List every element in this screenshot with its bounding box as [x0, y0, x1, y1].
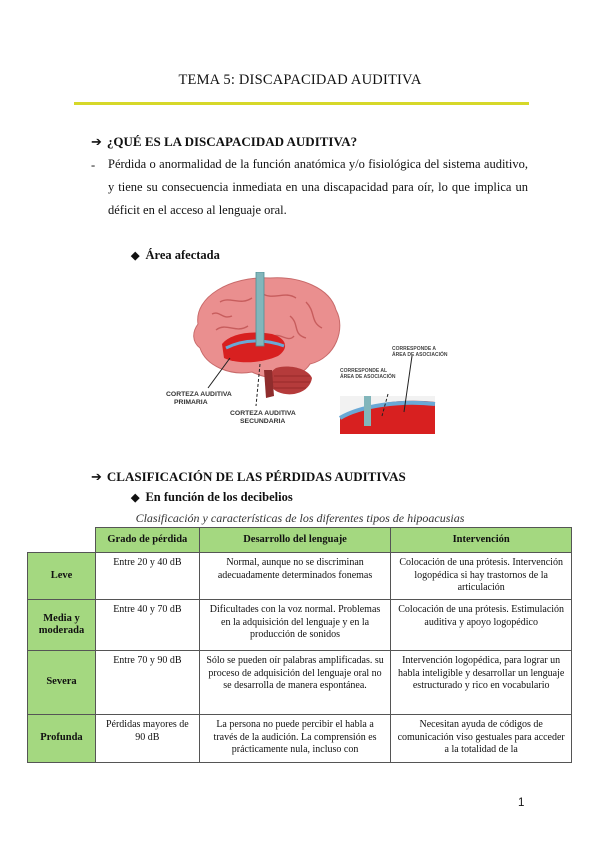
label-primary-1: CORTEZA AUDITIVA	[166, 391, 232, 398]
row-label: Severa	[28, 651, 96, 715]
header-blank	[28, 528, 96, 553]
table-row	[28, 715, 572, 763]
subsection-heading-1-text: Área afectada	[145, 248, 220, 262]
section-heading-2-text: CLASIFICACIÓN DE LAS PÉRDIDAS AUDITIVAS	[106, 469, 406, 484]
cell-grado: Pérdidas mayores de 90 dB	[95, 715, 199, 763]
inset-label-top-2: ÁREA DE ASOCIACIÓN	[392, 352, 448, 358]
inset-probe	[364, 396, 371, 426]
cell-grado: Entre 40 y 70 dB	[95, 600, 199, 651]
inset-label-top-1: CORRESPONDE A	[392, 346, 436, 352]
definition-paragraph: Pérdida o anormalidad de la función anatómica y/o fisiológica del sistema auditivo, y tiene su consecuencia inmediata en una discapacidad para oír, lo que implica un déficit en el acceso al lenguaje oral.	[108, 157, 528, 217]
dash-bullet: -	[91, 158, 96, 172]
cell-grado: Entre 70 y 90 dB	[95, 651, 199, 715]
header-lenguaje: Desarrollo del lenguaje	[199, 528, 391, 553]
title-rule	[74, 102, 529, 105]
header-intervencion: Intervención	[391, 528, 572, 553]
label-primary-2: PRIMARIA	[174, 399, 208, 406]
section-heading-1	[91, 134, 357, 150]
table-row	[28, 600, 572, 651]
page-number: 1	[518, 797, 525, 809]
hearing-loss-table	[27, 527, 572, 763]
brain-cerebrum	[194, 278, 340, 378]
cell-lenguaje: La persona no puede percibir el habla a través de la audición. La comprensión es prácticamente nula, incluso con	[199, 715, 391, 763]
section-heading-1-text: ¿QUÉ ES LA DISCAPACIDAD AUDITIVA?	[106, 134, 358, 149]
subsection-heading-2	[131, 490, 293, 505]
section-heading-2	[91, 469, 406, 485]
inset-label-left-2: ÁREA DE ASOCIACIÓN	[340, 374, 396, 380]
cell-intervencion: Colocación de una prótesis. Estimulación auditiva y apoyo logopédico	[391, 600, 572, 651]
brain-cerebellum	[269, 366, 312, 394]
row-label: Profunda	[28, 715, 96, 763]
table-header-row	[28, 528, 572, 553]
row-label: Media y moderada	[28, 600, 96, 651]
table-row	[28, 651, 572, 715]
cell-intervencion: Necesitan ayuda de códigos de comunicación viso gestuales para acceder a la totalidad de la	[391, 715, 572, 763]
header-grado: Grado de pérdida	[95, 528, 199, 553]
probe	[256, 272, 264, 346]
label-secondary-2: SECUNDARIA	[240, 418, 286, 425]
subsection-heading-1	[131, 248, 220, 263]
page-title: TEMA 5: DISCAPACIDAD AUDITIVA	[178, 72, 422, 88]
brain-figure	[160, 272, 460, 437]
cell-intervencion: Colocación de una prótesis. Intervención logopédica si hay trastornos de la articulación	[391, 553, 572, 600]
row-label: Leve	[28, 553, 96, 600]
inset-label-left-1: CORRESPONDE AL	[340, 368, 388, 374]
cell-intervencion: Intervención logopédica, para lograr un habla inteligible y desarrollar un lenguaje estructurado y rico en vocabulario	[391, 651, 572, 715]
arrow-icon: ➔	[91, 134, 102, 149]
diamond-icon: ◆	[131, 250, 140, 262]
cell-grado: Entre 20 y 40 dB	[95, 553, 199, 600]
cell-lenguaje: Sólo se pueden oír palabras amplificadas. su proceso de adquisición del lenguaje oral no se desarrolla de manera espontánea.	[199, 651, 391, 715]
subsection-heading-2-text: En función de los decibelios	[145, 490, 293, 504]
cell-lenguaje: Dificultades con la voz normal. Problemas en la adquisición del lenguaje y en la producción de sonidos	[199, 600, 391, 651]
table-caption: Clasificación y características de los diferentes tipos de hipoacusias	[135, 511, 465, 525]
label-secondary-1: CORTEZA AUDITIVA	[230, 410, 296, 417]
arrow-icon: ➔	[91, 469, 102, 484]
diamond-icon: ◆	[131, 492, 140, 504]
cell-lenguaje: Normal, aunque no se discriminan adecuadamente determinados fonemas	[199, 553, 391, 600]
table-row	[28, 553, 572, 600]
